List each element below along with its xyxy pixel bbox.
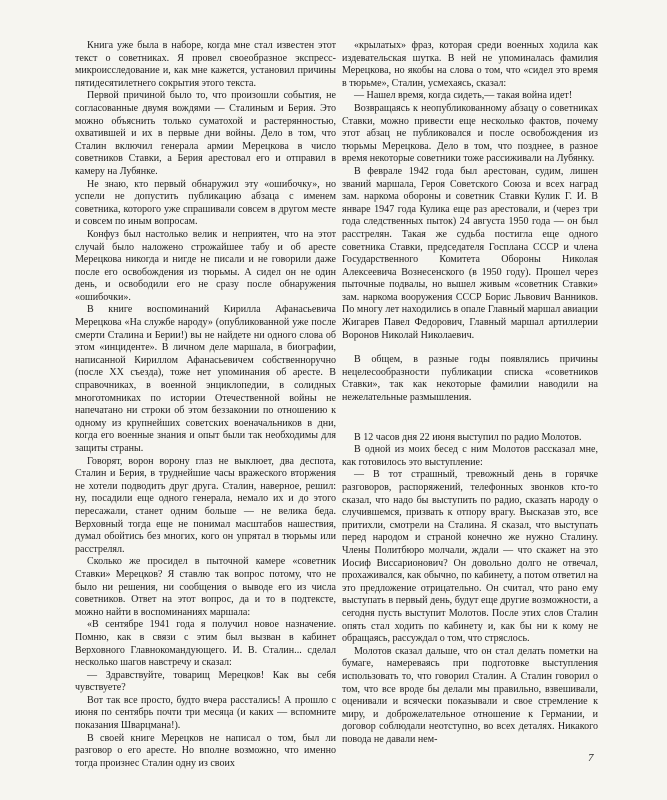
paragraph: В общем, в разные годы появлялись причины нецелесообразности публикации списка «советников Ставки», так как некоторые фамилии наводили на нежелательные размышления. [342,354,598,404]
paragraph: «крылатых» фраз, которая среди военных ходила как издевательская шутка. В ней не упоминалась фамилия Мерецкова, но якобы на слова о том, что «сидел это время в тюрьме», Сталин, усмехаясь, сказал: [342,40,598,89]
quote-paragraph: «В сентябре 1941 года я получил новое назначение. Помню, как в связи с этим был вызван в кабинет Верховного Главнокомандующего. И. В. Сталин... сделал несколько шагов навстречу и сказал: [75,619,336,669]
paragraph: Конфуз был настолько велик и неприятен, что на этот случай было наложено строжайшее табу и об аресте Мерецкова никогда и нигде не писали и не говорили даже после его освобождения из тюрьмы. А сидел он не один день, и освободили его не сразу после обнаружения «ошибочки». [75,228,336,303]
quote-paragraph: — Нашел время, когда сидеть,— такая война идет! [354,90,573,102]
left-text-column [75,40,336,770]
paragraph: В своей книге Мерецков не написал о том, был ли разговор о его аресте. Но вполне возможно, что именно тогда произнес Сталин одну из своих [75,732,336,769]
paragraph-spacer [342,342,598,354]
quote-paragraph: — В тот страшный, тревожный день в горячке разговоров, распоряжений, телефонных звонков кто-то сказал, что надо бы выступить по радио, сказать народу о случившемся, призвать к отпору врагу. Высказав это, все притихли, смотрели на Сталина. Я сказал, что выступать перед народом и страной конечно же нужно Сталину. Члены Политбюро молчали, ждали — что скажет на это Иосиф Виссарионович? Он довольно долго не отвечал, прохаживался, как обычно, по кабинету, а потом ответил на это предложение отрицательно. Он считал, что рано ему выступать в первый день, будут еще другие возможности, а сегодня пусть выступит Молотов. После этих слов Сталин опять стал ходить по кабинету и, как бы ни к кому не обращаясь, рассуждал о том, что стряслось. [342,469,598,645]
paragraph: Молотов сказал дальше, что он стал делать пометки на бумаге, намереваясь при подготовке выступления использовать то, что говорил Сталин. А Сталин говорил о том, что все вроде бы делали мы правильно, взвешивали, оценивали и всячески показывали и свое стремление к миру, и доброжелательное отношение к Германии, и договор соблюдали неотступно, во всех деталях. Никакого повода не давали нем- [342,645,598,745]
paragraph: Вот так все просто, будто вчера расстались! А прошло с июня по сентябрь почти три месяца (и каких — вспомните показания Шварцмана!). [75,694,336,732]
paragraph: В феврале 1942 года был арестован, судим, лишен званий маршала, Героя Советского Союза и всех наград зам. наркома обороны и советник Ставки Кулик Г. И. В январе 1947 года Кулика еще раз арестовали, и (через три года следственных пыток) 24 августа 1950 года — он был расстрелян. Такая же судьба постигла еще одного советника Ставки, председателя Госплана СССР и члена Государственного Комитета Обороны Николая Алексеевича Вознесенского (в 1950 году). Прошел через пыточные подвалы, но вышел живым «советник Ставки» зам. наркома вооружения СССР Борис Львович Ванников. По многу лет находились в опале Главный маршал авиации Жигарев Павел Федорович, Главный маршал артиллерии Воронов Николай Николаевич. [342,165,598,341]
paragraph: В одной из моих бесед с ним Молотов рассказал мне, как готовилось это выступление: [342,444,598,468]
paragraph: Не знаю, кто первый обнаружил эту «ошибочку», но успели не допустить публикацию абзаца с именем советника, которого уже спрашивали совсем в другом месте и совсем по иным вопросам. [75,178,336,228]
paragraph: Сколько же просидел в пыточной камере «советник Ставки» Мерецков? Я ставлю так вопрос потому, что не было ни решения, ни сообщения о выводе его из числа советников. Ответ на этот вопрос, да и то в подтексте, можно найти в воспоминаниях маршала: [75,556,336,618]
paragraph: Говорят, ворон ворону глаз не выклюет, два деспота, Сталин и Берия, в труднейшие часы вражеского вторжения не хотели подводить друг друга. Сталин, наверное, решил: ну, посадили еще одного генерала, немало их и до этого пересажали, станет одним больше — не велика беда. Верховный тогда еще не понимал масштабов нашествия, думал обойтись без многих, кого он упрятал в тюрьмы или расстрелял. [75,455,336,555]
paragraph: В книге воспоминаний Кирилла Афанасьевича Мерецкова «На службе народу» (опубликованной уже после смерти Сталина и Берии!) вы не найдете ни одного слова об этом «инциденте». В личном деле маршала, в биографии, написанной Кириллом Афанасьевичем собственноручно (после XX съезда), тоже нет упоминания об аресте. В справочниках, в военной энциклопедии, в солидных многотомниках по истории Отечественной войны не напечатано ни строки об этом беззаконии по отношению к одному из крупнейших советских военачальников в дни, когда его военные знания и опыт были так необходимы для защиты страны. [75,304,336,454]
quote-paragraph: — Здравствуйте, товарищ Мерецков! Как вы себя чувствуете? [75,669,336,694]
paragraph: В 12 часов дня 22 июня выступил по радио Молотов. [354,431,582,443]
section-break [342,405,598,432]
paragraph: Книга уже была в наборе, когда мне стал известен этот текст о советниках. Я провел своеобразное экспресс-микроисследование и, как мне кажется, установил причины пятидесятилетнего сокрытия этого текста. [75,40,336,89]
right-text-column [342,40,598,746]
paragraph: Возвращаясь к неопубликованному абзацу о советниках Ставки, можно привести еще несколько фактов, почему этот абзац не публиковался и после освобождения из тюрьмы Мерецкова. Дело в том, что позднее, в разное время некоторые советники тоже рассиживали на Лубянку. [342,102,598,165]
page-number: 7 [588,752,594,764]
paragraph: Первой причиной было то, что произошли события, не согласованные двумя вождями — Сталиным и Берия. Это можно объяснить только суматохой и растерянностью, охватившей и их в первые дни войны. Дело в том, что Сталин включил генерала армии Мерецкова в число советников Ставки, а Берия арестовал его и отправил в камеру на Лубянке. [75,90,336,177]
